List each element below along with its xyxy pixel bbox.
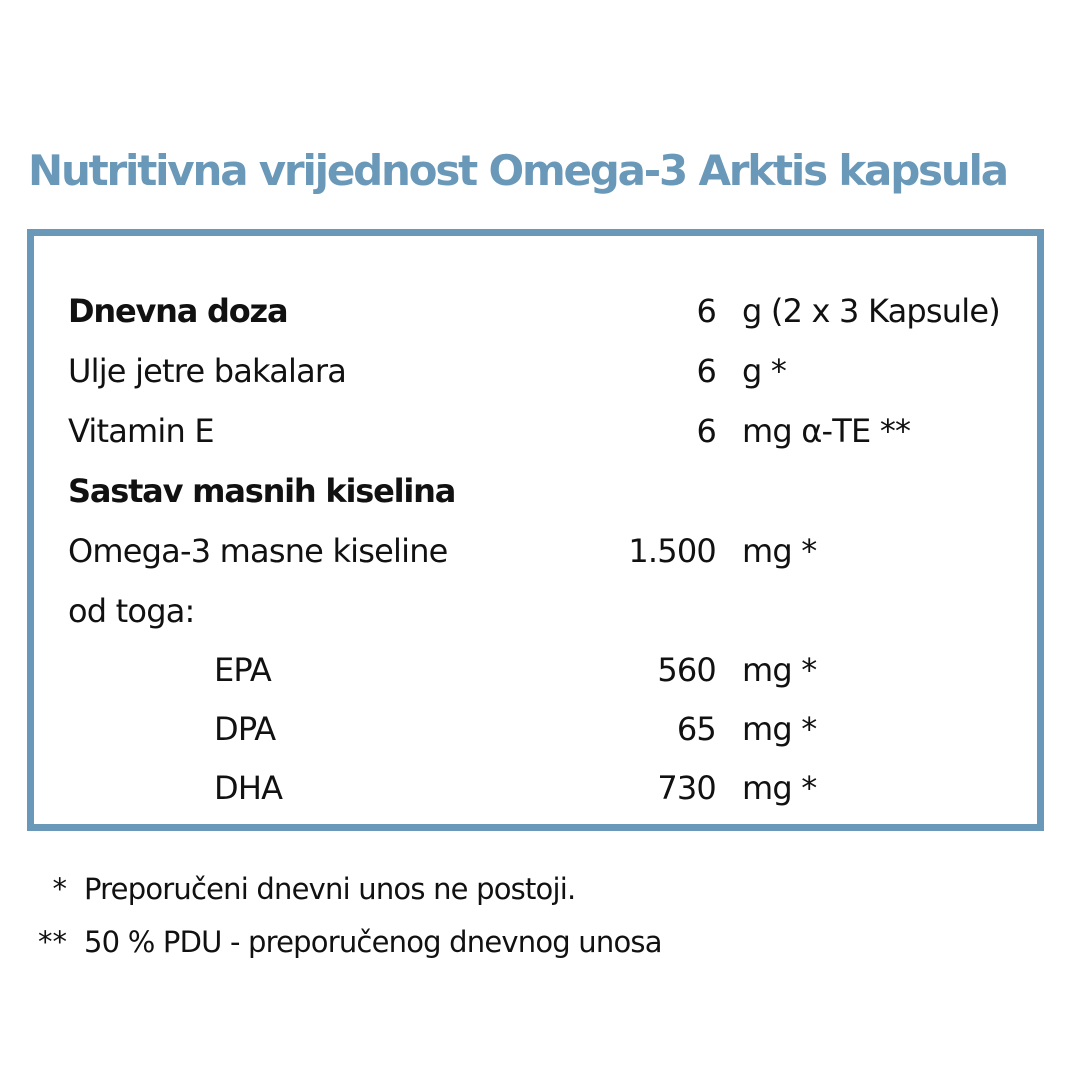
row-label: DPA xyxy=(214,710,276,748)
table-row-fatty-acid-composition xyxy=(34,468,1037,514)
nutrition-table xyxy=(27,229,1044,831)
row-unit: mg * xyxy=(742,651,817,689)
table-row-dha xyxy=(34,765,1037,811)
row-amount: 65 xyxy=(676,710,716,748)
footnote-mark: * xyxy=(52,872,67,906)
table-row-dpa xyxy=(34,706,1037,752)
footnote-double-asterisk xyxy=(0,917,1080,967)
row-label: Ulje jetre bakalara xyxy=(68,352,347,390)
row-amount: 6 xyxy=(696,412,716,450)
table-row-epa xyxy=(34,647,1037,693)
row-unit: mg * xyxy=(742,710,817,748)
row-unit: mg * xyxy=(742,769,817,807)
row-amount: 1.500 xyxy=(628,532,716,570)
row-label: DHA xyxy=(214,769,283,807)
row-label: EPA xyxy=(214,651,271,689)
row-label: Sastav masnih kiselina xyxy=(68,472,456,510)
table-row-vitamin-e xyxy=(34,408,1037,454)
table-row-daily-dose xyxy=(34,288,1037,334)
table-row-of-which xyxy=(34,588,1037,634)
row-unit: g (2 x 3 Kapsule) xyxy=(742,292,1000,330)
row-label: Dnevna doza xyxy=(68,292,288,330)
footnote-text: Preporučeni dnevni unos ne postoji. xyxy=(84,872,576,906)
row-label: od toga: xyxy=(68,592,195,630)
row-label: Vitamin E xyxy=(68,412,214,450)
row-amount: 6 xyxy=(696,292,716,330)
footnote-single-asterisk xyxy=(0,864,1080,914)
footnote-text: 50 % PDU - preporučenog dnevnog unosa xyxy=(84,925,662,959)
page-title: Nutritivna vrijednost Omega-3 Arktis kapsula xyxy=(28,146,1007,195)
row-label: Omega-3 masne kiseline xyxy=(68,532,448,570)
row-unit: g * xyxy=(742,352,787,390)
table-row-cod-liver-oil xyxy=(34,348,1037,394)
row-amount: 730 xyxy=(657,769,716,807)
row-amount: 6 xyxy=(696,352,716,390)
row-amount: 560 xyxy=(657,651,716,689)
footnote-mark: ** xyxy=(38,925,67,959)
row-unit: mg α-TE ** xyxy=(742,412,911,450)
row-unit: mg * xyxy=(742,532,817,570)
table-row-omega-3 xyxy=(34,528,1037,574)
